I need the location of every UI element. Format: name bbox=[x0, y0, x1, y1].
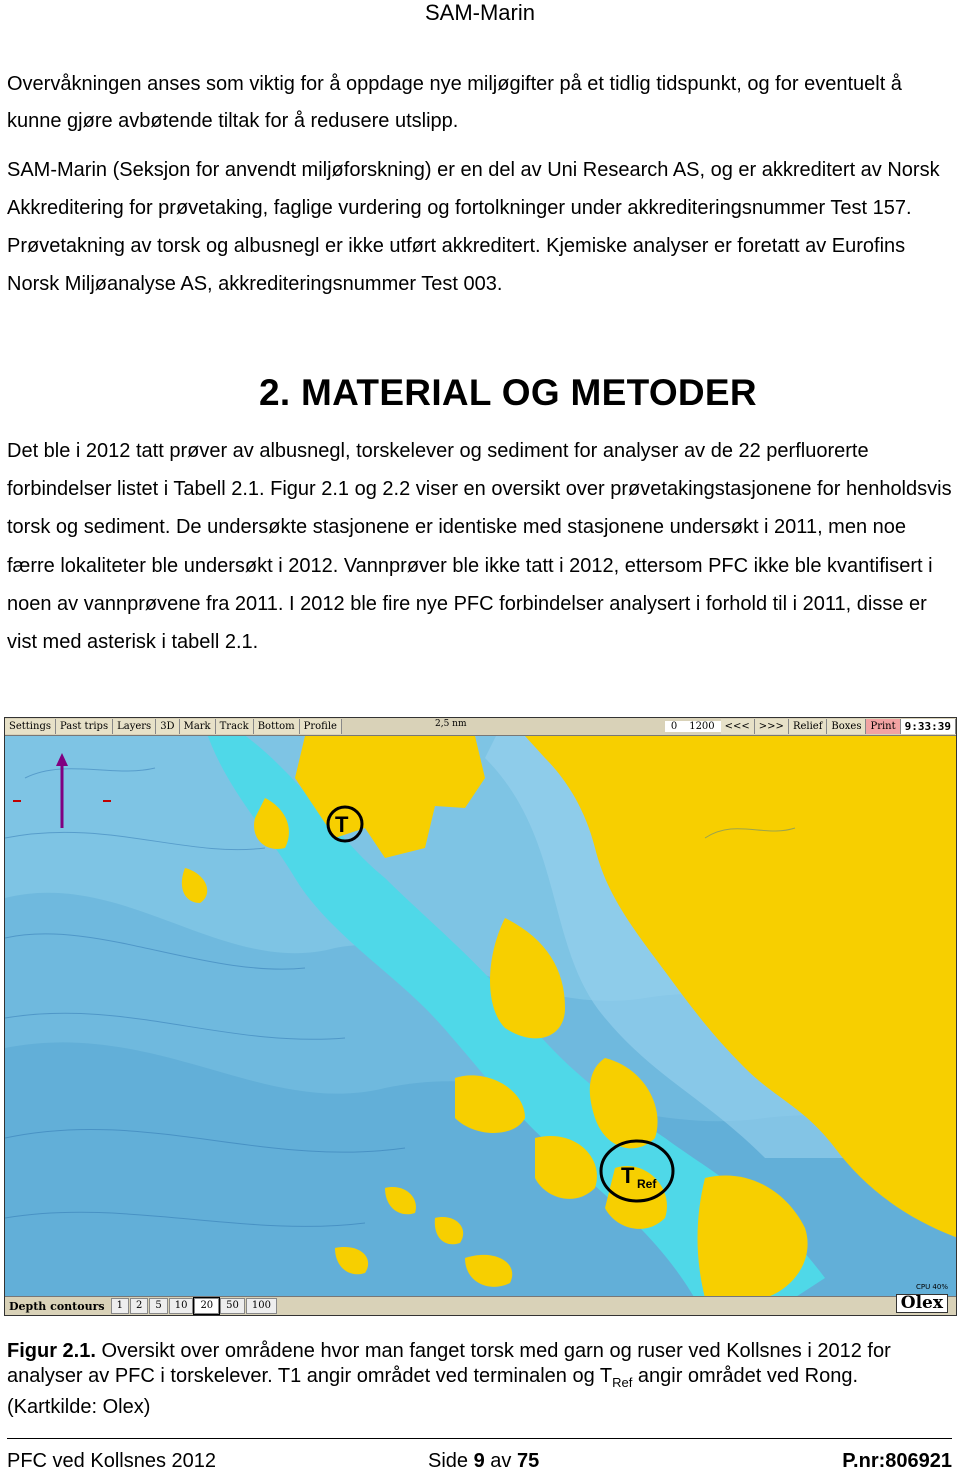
cpu-readout: CPU 40% bbox=[915, 1283, 948, 1291]
caption-text-b: angir området ved Rong. (Kartkilde: Olex) bbox=[7, 1365, 859, 1418]
zoom-value2-field[interactable]: 1200 bbox=[683, 721, 720, 732]
footer-side-label: Side bbox=[428, 1450, 474, 1472]
clock-readout: 9:33:39 bbox=[901, 719, 956, 734]
map-figure bbox=[4, 717, 957, 1316]
marker-tref-sub: Ref bbox=[637, 1177, 657, 1191]
figure-label: Figur 2.1. bbox=[7, 1340, 96, 1362]
depth-100-button[interactable]: 100 bbox=[246, 1298, 277, 1314]
footer-project-number: P.nr:806921 bbox=[842, 1450, 952, 1472]
layers-button[interactable]: Layers bbox=[113, 719, 156, 734]
footer-page: 9 bbox=[473, 1450, 485, 1472]
page-header: SAM-Marin bbox=[424, 0, 535, 25]
track-button[interactable]: Track bbox=[216, 719, 254, 734]
depth-5-button[interactable]: 5 bbox=[149, 1298, 167, 1314]
boxes-button[interactable]: Boxes bbox=[827, 719, 866, 734]
profile-button[interactable]: Profile bbox=[300, 719, 342, 734]
depth-2-button[interactable]: 2 bbox=[130, 1298, 148, 1314]
map-scale: 2,5 nm bbox=[435, 719, 467, 729]
caption-text-a: Oversikt over områdene hvor man fanget torsk med garn og ruser ved Kollsnes i 2012 for analyser av PFC i torskelever. T1 angir området ved terminalen og T bbox=[7, 1340, 891, 1387]
map-toolbar bbox=[5, 718, 956, 736]
footer-rule bbox=[7, 1438, 952, 1439]
depth-50-button[interactable]: 50 bbox=[220, 1298, 245, 1314]
bottom-button[interactable]: Bottom bbox=[254, 719, 300, 734]
nav-left-button[interactable]: <<< bbox=[721, 719, 755, 734]
footer-av-label: av bbox=[484, 1450, 517, 1472]
settings-button[interactable]: Settings bbox=[5, 719, 56, 734]
intro-paragraph: Overvåkningen anses som viktig for å oppdage nye miljøgifter på et tidlig tidspunkt, og for eventuelt å kunne gjøre avbøtende tiltak for å redusere utslipp. bbox=[7, 73, 902, 132]
methods-paragraph: Det ble i 2012 tatt prøver av albusnegl, torskelever og sediment for analyser av de 22 perfluorerte forbindelser listet i Tabell 2.1. Figur 2.1 og 2.2 viser en oversikt over prøvetakingstasjonene for henholdsvis torsk og sediment. De undersøkte stasjonene er identiske med stasjonene undersøkt i 2011, men noe færre lokaliteter ble undersøkt i 2012. Vannprøver ble ikke tatt i 2012, ettersom PFC ikke ble kvantifisert i noen av vannprøvene fra 2011. I 2012 ble fire nye PFC forbindelser analysert i forhold til i 2011, disse er vist med asterisk i tabell 2.1. bbox=[7, 440, 952, 654]
nav-right-button[interactable]: >>> bbox=[755, 719, 789, 734]
map-canvas bbox=[5, 718, 957, 1316]
footer-total: 75 bbox=[516, 1450, 540, 1472]
mark-button[interactable]: Mark bbox=[180, 719, 216, 734]
depth-contours-label: Depth contours bbox=[9, 1299, 105, 1313]
zoom-value-field[interactable]: 0 bbox=[665, 721, 683, 732]
depth-1-button[interactable]: 1 bbox=[111, 1298, 129, 1314]
depth-10-button[interactable]: 10 bbox=[169, 1298, 194, 1314]
section-heading: 2. MATERIAL OG METODER bbox=[259, 372, 757, 413]
footer-page-number bbox=[428, 1450, 539, 1472]
print-button[interactable]: Print bbox=[866, 719, 900, 734]
relief-button[interactable]: Relief bbox=[789, 719, 827, 734]
figure-caption bbox=[7, 1339, 952, 1420]
depth-20-button[interactable]: 20 bbox=[194, 1298, 219, 1314]
caption-sub: Ref bbox=[612, 1375, 633, 1390]
marker-t1-label: T bbox=[335, 812, 349, 837]
olex-logo: Olex bbox=[896, 1294, 948, 1313]
3d-button[interactable]: 3D bbox=[156, 719, 179, 734]
marker-tref-label: T bbox=[621, 1163, 635, 1188]
accreditation-paragraph: SAM-Marin (Seksjon for anvendt miljøforskning) er en del av Uni Research AS, og er akkreditert av Norsk Akkreditering for prøvetaking, faglige vurdering og fortolkninger under akkrediteringsnummer Test 157. Prøvetakning av torsk og albusnegl er ikke utført akkreditert. Kjemiske analyser er foretatt av Eurofins Norsk Miljøanalyse AS, akkrediteringsnummer Test 003. bbox=[7, 159, 940, 295]
past-trips-button[interactable]: Past trips bbox=[56, 719, 113, 734]
footer-report-title: PFC ved Kollsnes 2012 bbox=[7, 1450, 217, 1472]
depth-contours-bar bbox=[5, 1296, 956, 1315]
